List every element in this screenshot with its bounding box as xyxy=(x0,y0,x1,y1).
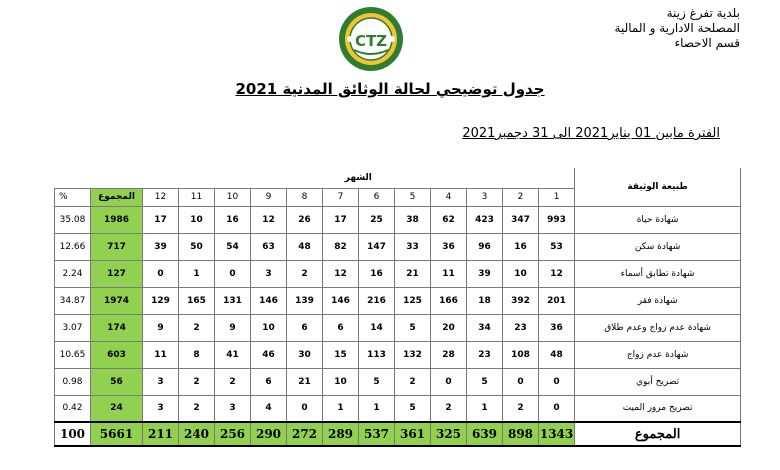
month-value-cell: 16 xyxy=(503,233,539,260)
percentage-cell: 12.66 xyxy=(55,233,91,260)
total-header: المجموع xyxy=(91,188,143,206)
month-value-cell: 12 xyxy=(251,206,287,233)
month-value-cell: 10 xyxy=(503,260,539,287)
month-value-cell: 20 xyxy=(431,314,467,341)
month-value-cell: 28 xyxy=(431,341,467,368)
month-value-cell: 347 xyxy=(503,206,539,233)
month-value-cell: 1 xyxy=(467,395,503,422)
month-value-cell: 53 xyxy=(539,233,575,260)
month-value-cell: 290 xyxy=(251,422,287,446)
month-value-cell: 14 xyxy=(359,314,395,341)
month-value-cell: 1 xyxy=(359,395,395,422)
month-value-cell: 8 xyxy=(179,341,215,368)
doc-type-cell: شهادة تطابق أسماء xyxy=(575,260,741,287)
month-value-cell: 34 xyxy=(467,314,503,341)
month-value-cell: 48 xyxy=(539,341,575,368)
month-value-cell: 5 xyxy=(395,314,431,341)
percentage-cell: 0.98 xyxy=(55,368,91,395)
month-value-cell: 272 xyxy=(287,422,323,446)
month-value-cell: 2 xyxy=(179,368,215,395)
month-value-cell: 63 xyxy=(251,233,287,260)
month-value-cell: 0 xyxy=(539,395,575,422)
month-value-cell: 3 xyxy=(251,260,287,287)
month-value-cell: 2 xyxy=(215,368,251,395)
month-value-cell: 38 xyxy=(395,206,431,233)
month-value-cell: 23 xyxy=(503,314,539,341)
month-value-cell: 166 xyxy=(431,287,467,314)
month-value-cell: 12 xyxy=(323,260,359,287)
month-value-cell: 146 xyxy=(323,287,359,314)
doc-type-cell: شهادة حياة xyxy=(575,206,741,233)
month-value-cell: 0 xyxy=(143,260,179,287)
month-value-cell: 41 xyxy=(215,341,251,368)
row-total-cell: 1974 xyxy=(91,287,143,314)
month-header: 4 xyxy=(431,188,467,206)
month-value-cell: 2 xyxy=(503,395,539,422)
month-value-cell: 9 xyxy=(143,314,179,341)
month-value-cell: 392 xyxy=(503,287,539,314)
month-value-cell: 147 xyxy=(359,233,395,260)
row-total-cell: 24 xyxy=(91,395,143,422)
month-value-cell: 129 xyxy=(143,287,179,314)
month-header: 8 xyxy=(287,188,323,206)
month-value-cell: 4 xyxy=(251,395,287,422)
pct-header: % xyxy=(55,188,91,206)
municipality-logo-icon xyxy=(338,6,404,72)
doc-type-cell: شهادة عدم زواج وعدم طلاق xyxy=(575,314,741,341)
month-value-cell: 993 xyxy=(539,206,575,233)
month-value-cell: 1 xyxy=(179,260,215,287)
month-group-header: الشهر xyxy=(143,168,575,188)
month-value-cell: 0 xyxy=(287,395,323,422)
month-value-cell: 165 xyxy=(179,287,215,314)
month-value-cell: 5 xyxy=(359,368,395,395)
month-value-cell: 325 xyxy=(431,422,467,446)
civil-documents-table xyxy=(54,168,741,447)
month-value-cell: 240 xyxy=(179,422,215,446)
month-value-cell: 15 xyxy=(323,341,359,368)
doc-type-cell: تصريح أبوي xyxy=(575,368,741,395)
month-value-cell: 11 xyxy=(431,260,467,287)
month-value-cell: 537 xyxy=(359,422,395,446)
month-value-cell: 211 xyxy=(143,422,179,446)
percentage-cell: 10.65 xyxy=(55,341,91,368)
header-line: قسم الاحصاء xyxy=(674,36,740,50)
month-value-cell: 18 xyxy=(467,287,503,314)
month-value-cell: 256 xyxy=(215,422,251,446)
month-value-cell: 131 xyxy=(215,287,251,314)
percentage-cell: 100 xyxy=(55,422,91,446)
doc-type-cell: شهادة فقر xyxy=(575,287,741,314)
month-value-cell: 0 xyxy=(539,368,575,395)
month-value-cell: 82 xyxy=(323,233,359,260)
month-value-cell: 1 xyxy=(323,395,359,422)
table-row xyxy=(55,314,741,341)
month-value-cell: 216 xyxy=(359,287,395,314)
month-value-cell: 639 xyxy=(467,422,503,446)
month-value-cell: 2 xyxy=(431,395,467,422)
month-value-cell: 139 xyxy=(287,287,323,314)
month-value-cell: 6 xyxy=(323,314,359,341)
row-total-cell: 174 xyxy=(91,314,143,341)
month-value-cell: 361 xyxy=(395,422,431,446)
grand-total-row xyxy=(55,422,741,446)
period-range: الفترة مابين 01 يناير2021 الى 31 دجمبر2021 xyxy=(462,126,720,141)
month-value-cell: 289 xyxy=(323,422,359,446)
month-value-cell: 23 xyxy=(467,341,503,368)
table-row xyxy=(55,395,741,422)
row-total-cell: 127 xyxy=(91,260,143,287)
month-value-cell: 21 xyxy=(395,260,431,287)
month-value-cell: 25 xyxy=(359,206,395,233)
month-value-cell: 10 xyxy=(179,206,215,233)
month-value-cell: 54 xyxy=(215,233,251,260)
month-value-cell: 146 xyxy=(251,287,287,314)
month-value-cell: 46 xyxy=(251,341,287,368)
doc-type-cell: المجموع xyxy=(575,422,741,446)
month-value-cell: 113 xyxy=(359,341,395,368)
month-value-cell: 2 xyxy=(395,368,431,395)
month-value-cell: 5 xyxy=(395,395,431,422)
row-total-cell: 717 xyxy=(91,233,143,260)
month-value-cell: 2 xyxy=(179,395,215,422)
month-value-cell: 12 xyxy=(539,260,575,287)
percentage-cell: 0.42 xyxy=(55,395,91,422)
doc-type-cell: شهادة عدم زواج xyxy=(575,341,741,368)
row-total-cell: 1986 xyxy=(91,206,143,233)
row-total-cell: 603 xyxy=(91,341,143,368)
month-value-cell: 2 xyxy=(287,260,323,287)
month-value-cell: 16 xyxy=(215,206,251,233)
month-header: 6 xyxy=(359,188,395,206)
doc-type-header: طبيعة الوثيقة xyxy=(575,168,741,206)
month-value-cell: 48 xyxy=(287,233,323,260)
month-value-cell: 2 xyxy=(179,314,215,341)
percentage-cell: 2.24 xyxy=(55,260,91,287)
month-value-cell: 3 xyxy=(143,368,179,395)
month-value-cell: 50 xyxy=(179,233,215,260)
month-header: 11 xyxy=(179,188,215,206)
month-header: 12 xyxy=(143,188,179,206)
month-value-cell: 9 xyxy=(215,314,251,341)
percentage-cell: 35.08 xyxy=(55,206,91,233)
month-value-cell: 6 xyxy=(287,314,323,341)
table-row xyxy=(55,233,741,260)
month-value-cell: 0 xyxy=(503,368,539,395)
month-value-cell: 5 xyxy=(467,368,503,395)
month-header: 5 xyxy=(395,188,431,206)
month-value-cell: 201 xyxy=(539,287,575,314)
month-value-cell: 26 xyxy=(287,206,323,233)
percentage-cell: 3.07 xyxy=(55,314,91,341)
table-row xyxy=(55,260,741,287)
month-value-cell: 108 xyxy=(503,341,539,368)
month-header: 10 xyxy=(215,188,251,206)
month-header: 9 xyxy=(251,188,287,206)
month-value-cell: 0 xyxy=(431,368,467,395)
month-value-cell: 1343 xyxy=(539,422,575,446)
month-header: 1 xyxy=(539,188,575,206)
month-value-cell: 39 xyxy=(467,260,503,287)
table-row xyxy=(55,368,741,395)
logo-letters: CTZ xyxy=(354,32,388,50)
month-value-cell: 10 xyxy=(251,314,287,341)
month-value-cell: 11 xyxy=(143,341,179,368)
month-value-cell: 17 xyxy=(143,206,179,233)
percentage-cell: 34.87 xyxy=(55,287,91,314)
month-value-cell: 423 xyxy=(467,206,503,233)
month-value-cell: 10 xyxy=(323,368,359,395)
month-value-cell: 3 xyxy=(143,395,179,422)
month-value-cell: 36 xyxy=(539,314,575,341)
doc-type-cell: تصريح مرور الميت xyxy=(575,395,741,422)
month-value-cell: 3 xyxy=(215,395,251,422)
month-value-cell: 132 xyxy=(395,341,431,368)
table-row xyxy=(55,287,741,314)
doc-type-cell: شهادة سكن xyxy=(575,233,741,260)
month-value-cell: 96 xyxy=(467,233,503,260)
month-value-cell: 16 xyxy=(359,260,395,287)
header-line: بلدية تفرغ زينة xyxy=(666,6,740,20)
month-header: 7 xyxy=(323,188,359,206)
month-value-cell: 6 xyxy=(251,368,287,395)
row-total-cell: 5661 xyxy=(91,422,143,446)
month-value-cell: 17 xyxy=(323,206,359,233)
table-row xyxy=(55,206,741,233)
month-header: 2 xyxy=(503,188,539,206)
month-value-cell: 33 xyxy=(395,233,431,260)
header-line: المصلحة الادارية و المالية xyxy=(614,21,740,35)
month-value-cell: 36 xyxy=(431,233,467,260)
month-header: 3 xyxy=(467,188,503,206)
row-total-cell: 56 xyxy=(91,368,143,395)
month-value-cell: 898 xyxy=(503,422,539,446)
month-value-cell: 39 xyxy=(143,233,179,260)
page-title: جدول توضيحي لحالة الوثائق المدنية 2021 xyxy=(235,80,545,98)
month-value-cell: 62 xyxy=(431,206,467,233)
month-value-cell: 21 xyxy=(287,368,323,395)
month-value-cell: 30 xyxy=(287,341,323,368)
month-value-cell: 125 xyxy=(395,287,431,314)
table-row xyxy=(55,341,741,368)
month-value-cell: 0 xyxy=(215,260,251,287)
municipality-header xyxy=(615,6,740,51)
